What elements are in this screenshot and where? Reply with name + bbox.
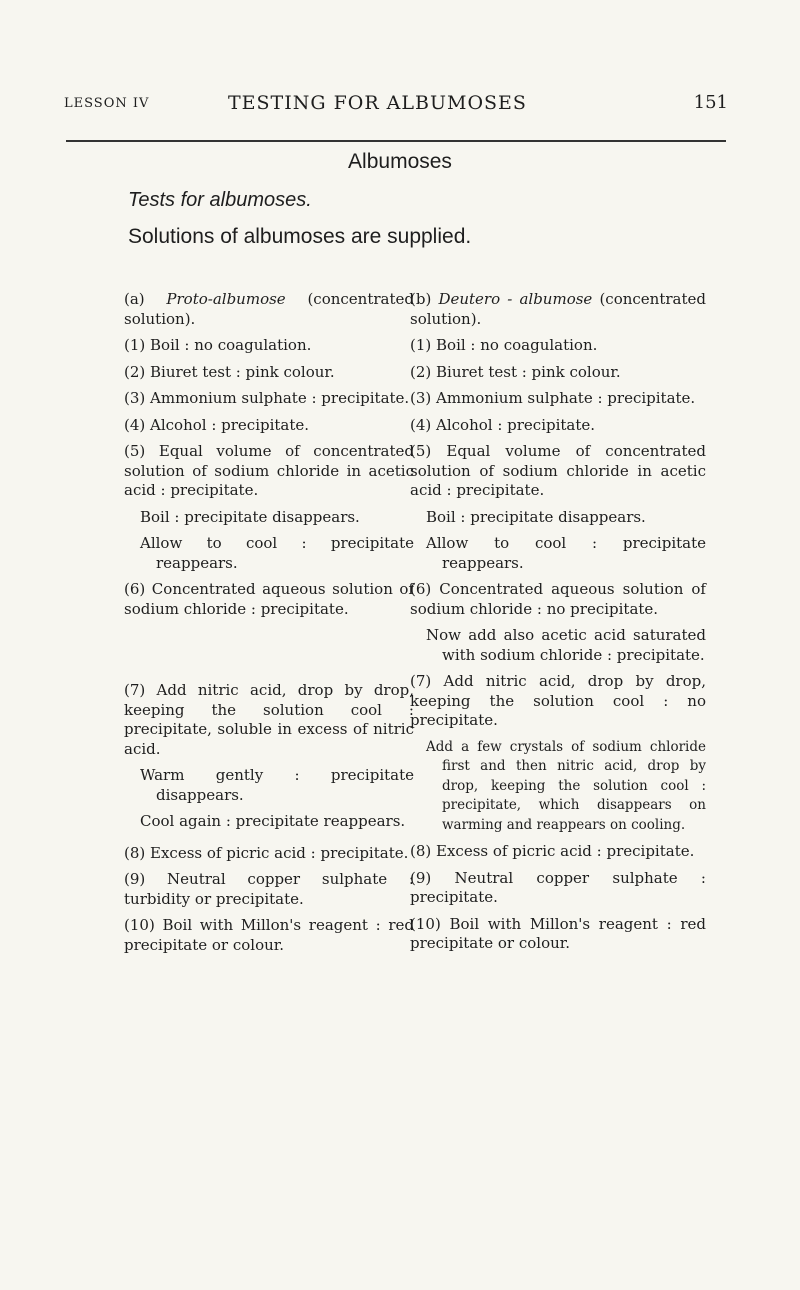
test-item: (3) Ammonium sulphate : precipitate.: [410, 389, 696, 407]
test-item: (10) Boil with Millon's reagent : red precipitate or colour.: [124, 916, 414, 954]
test-item: (5) Equal volume of concentrated solution of sodium chloride in acetic acid : precipitate.: [124, 442, 414, 499]
test-subitem: Warm gently : precipitate disappears.: [140, 766, 414, 804]
page-number: 151: [693, 92, 728, 113]
spacer: [124, 626, 414, 681]
column-heading: (b) Deutero - albumose (concentrated solution).: [410, 290, 706, 328]
test-item: (9) Neutral copper sulphate : precipitate.: [410, 868, 706, 906]
supplied-note: Solutions of albumoses are supplied.: [128, 225, 472, 248]
column-heading: (a) Proto-albumose (concentrated solution).: [124, 290, 414, 328]
section-title: Albumoses: [348, 150, 452, 173]
running-header: [64, 92, 728, 122]
section-subtitle: Tests for albumoses.: [128, 189, 312, 211]
test-subitem: Now add also acetic acid saturated with sodium chloride : precipitate.: [426, 626, 706, 664]
test-item: (1) Boil : no coagulation.: [410, 336, 598, 354]
header-rule: [66, 140, 726, 142]
test-item: (2) Biuret test : pink colour.: [410, 362, 621, 381]
test-item: (3) Ammonium sulphate : precipitate.: [124, 389, 410, 407]
test-item: (8) Excess of picric acid : precipitate.: [410, 842, 695, 860]
test-subitem: Allow to cool : precipitate reappears.: [426, 534, 706, 572]
test-item: (4) Alcohol : precipitate.: [410, 415, 596, 434]
test-item: (5) Equal volume of concentrated solution of sodium chloride in acetic acid : precipitate.: [410, 442, 706, 499]
test-item: (10) Boil with Millon's reagent : red precipitate or colour.: [410, 914, 706, 952]
running-title: TESTING FOR ALBUMOSES: [228, 92, 527, 114]
substance-name: Proto-albumose: [166, 290, 286, 308]
test-subitem: Add a few crystals of sodium chloride first and then nitric acid, drop by drop, keeping the solution cool : precipitate, which disappears on warming and reappears on cooling.: [426, 738, 706, 833]
lesson-label: LESSON IV: [64, 96, 150, 111]
test-item: (6) Concentrated aqueous solution of sodium chloride : precipitate.: [124, 580, 414, 618]
test-item: (4) Alcohol : precipitate.: [124, 415, 310, 434]
test-item: (2) Biuret test : pink colour.: [124, 362, 335, 381]
substance-name: Deutero - albumose: [438, 290, 593, 308]
test-item: (9) Neutral copper sulphate : turbidity or precipitate.: [124, 870, 414, 908]
test-item: (7) Add nitric acid, drop by drop, keeping the solution cool : precipitate, soluble in excess of nitric acid.: [124, 681, 414, 758]
proto-albumose-column: [124, 290, 414, 962]
test-subitem: Allow to cool : precipitate reappears.: [140, 534, 414, 572]
test-subitem: Boil : precipitate disappears.: [426, 507, 646, 526]
test-subitem: Cool again : precipitate reappears.: [140, 812, 406, 830]
test-item: (8) Excess of picric acid : precipitate.: [124, 843, 409, 862]
test-subitem: Boil : precipitate disappears.: [140, 507, 360, 526]
test-item: (1) Boil : no coagulation.: [124, 336, 312, 354]
test-item: (6) Concentrated aqueous solution of sodium chloride : no precipitate.: [410, 580, 706, 618]
deutero-albumose-column: [410, 290, 706, 961]
test-item: (7) Add nitric acid, drop by drop, keeping the solution cool : no precipitate.: [410, 672, 706, 729]
